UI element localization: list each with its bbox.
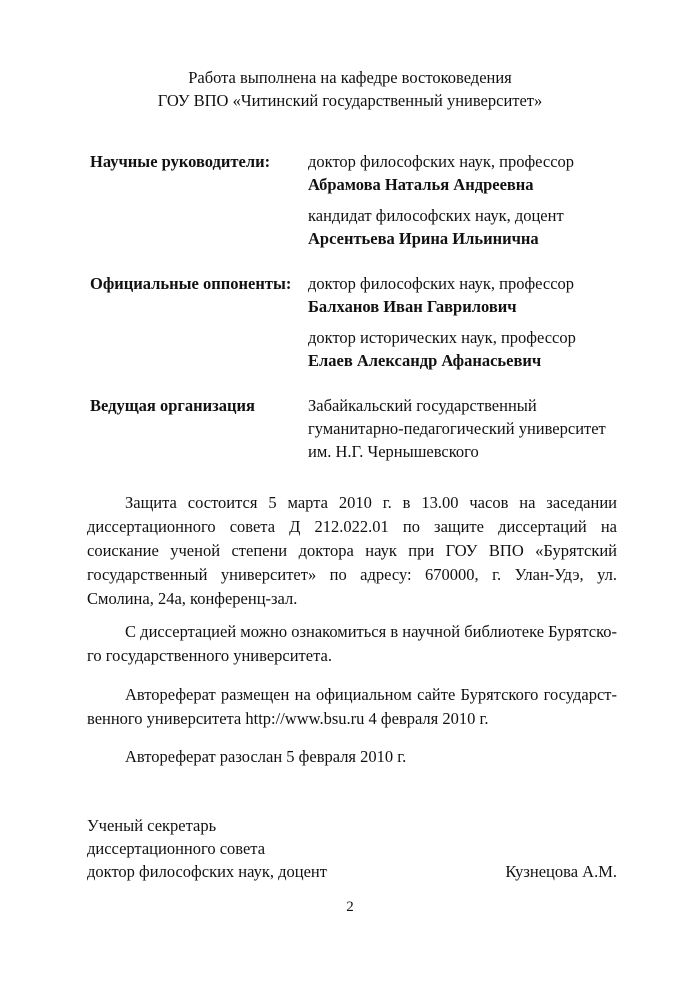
lead-org-line: им. Н.Г. Чернышевского [308, 442, 479, 461]
supervisors-label: Научные руководители: [90, 152, 271, 171]
header-line-2: ГОУ ВПО «Читинский государственный университет» [157, 91, 543, 110]
opponents-label: Официальные оппоненты: [90, 274, 292, 293]
lead-org-label: Ведущая организация [90, 396, 255, 415]
signature-block [87, 814, 617, 883]
defense-paragraph: Защита состоится 5 марта 2010 г. в 13.00 часов на заседании диссертационного совета Д 212.022.01 по защите диссертаций на соискание ученой степени доктора наук при ГОУ ВПО «Бурятский государственный университет» по адресу: 670000, г. Улан-Удэ, ул. Смолина, 24а, конференц-зал. [87, 493, 617, 608]
supervisor-name: Абрамова Наталья Андреевна [308, 175, 534, 194]
lead-org-line: гуманитарно-педагогический университет [308, 419, 606, 438]
signature-title-line-1: Ученый секретарь [87, 816, 217, 835]
supervisor-entry [308, 204, 630, 250]
opponent-entry [308, 272, 630, 318]
page-number: 2 [346, 899, 354, 915]
supervisor-entry [308, 150, 630, 196]
signature-title-line-2: диссертационного совета [87, 839, 266, 858]
opponent-name: Елаев Александр Афанасьевич [308, 351, 542, 370]
supervisor-degree: доктор философских наук, профессор [308, 152, 575, 171]
header-line-1: Работа выполнена на кафедре востоковедения [188, 68, 512, 87]
signature-name: Кузнецова А.М. [505, 862, 617, 881]
supervisor-name: Арсентьева Ирина Ильинична [308, 229, 539, 248]
signature-degree: доктор философских наук, доцент [87, 862, 327, 881]
supervisors-list [308, 150, 630, 258]
opponents-list [308, 272, 630, 380]
opponent-degree: доктор исторических наук, профессор [308, 328, 576, 347]
page-header [0, 66, 700, 112]
opponent-degree: доктор философских наук, профессор [308, 274, 575, 293]
website-paragraph: Автореферат размещен на официальном сайте Бурятского государственного университета http://www.bsu.ru 4 февраля 2010 г. [87, 685, 617, 728]
people-section [90, 150, 630, 477]
library-paragraph: С диссертацией можно ознакомиться в научной библиотеке Бурятского государственного университета. [87, 622, 617, 665]
supervisors-group [90, 150, 630, 258]
opponent-entry [308, 326, 630, 372]
signature-row [87, 860, 617, 883]
lead-org-line: Забайкальский государственный [308, 396, 537, 415]
supervisor-degree: кандидат философских наук, доцент [308, 206, 564, 225]
opponent-name: Балханов Иван Гаврилович [308, 297, 517, 316]
opponents-group [90, 272, 630, 380]
lead-org-group [90, 394, 630, 463]
lead-org-name [308, 394, 630, 463]
sent-paragraph: Автореферат разослан 5 февраля 2010 г. [125, 747, 407, 766]
